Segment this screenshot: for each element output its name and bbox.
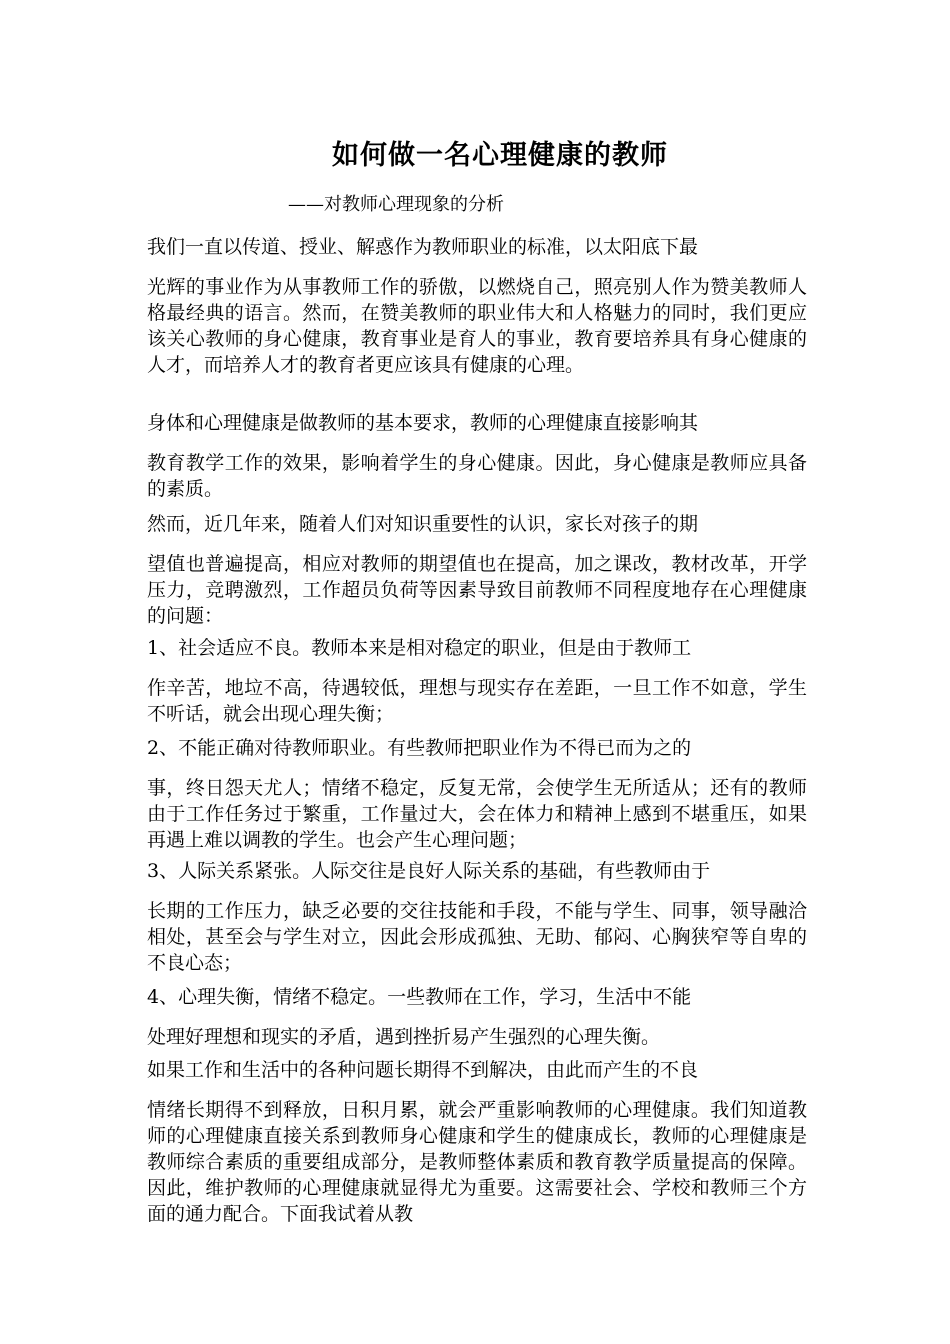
paragraph-body: 长期的工作压力，缺乏必要的交往技能和手段，不能与学生、同事，领导融洽相处，甚至会与学生对立，因此会形成孤独、无助、郁闷、心胸狭窄等自卑的不良心态； (147, 900, 807, 974)
paragraph-recent-years (147, 511, 807, 629)
paragraph-first-line: 4、心理失衡，情绪不稳定。一些教师在工作，学习，生活中不能 (147, 986, 692, 1008)
paragraph-body: 处理好理想和现实的矛盾，遇到挫折易产生强烈的心理失衡。 (147, 1026, 661, 1048)
paragraph-first-line: 如果工作和生活中的各种问题长期得不到解决，由此而产生的不良 (147, 1059, 699, 1081)
paragraph-body: 情绪长期得不到释放，日积月累，就会严重影响教师的心理健康。我们知道教师的心理健康直接关系到教师身心健康和学生的健康成长，教师的心理健康是教师综合素质的重要组成部分，是教师整体素质和教育教学质量提高的保障。因此，维护教师的心理健康就显得尤为重要。这需要社会、学校和教师三个方面的通力配合。下面我试着从教 (147, 1099, 807, 1225)
paragraph-first-line: 3、人际关系紧张。人际交往是良好人际关系的基础，有些教师由于 (147, 860, 711, 882)
paragraph-body: 望值也普遍提高，相应对教师的期望值也在提高，加之课改，教材改革，开学压力，竞聘激烈，工作超员负荷等因素导致目前教师不同程度地存在心理健康的问题： (147, 553, 807, 627)
paragraph-health-requirement (147, 410, 807, 502)
paragraph-item-4 (147, 984, 807, 1050)
paragraph-item-1 (147, 635, 807, 727)
paragraph-body: 教育教学工作的效果，影响着学生的身心健康。因此，身心健康是教师应具备的素质。 (147, 452, 807, 500)
paragraph-first-line: 然而，近几年来，随着人们对知识重要性的认识，家长对孩子的期 (147, 513, 699, 535)
paragraph-body: 光辉的事业作为从事教师工作的骄傲，以燃烧自己，照亮别人作为赞美教师人格最经典的语言。然而，在赞美教师的职业伟大和人格魅力的同时，我们更应该关心教师的身心健康，教育事业是育人的事业，教育要培养具有身心健康的人才，而培养人才的教育者更应该具有健康的心理。 (147, 276, 807, 376)
paragraph-first-line: 身体和心理健康是做教师的基本要求，教师的心理健康直接影响其 (147, 412, 699, 434)
paragraph-intro (147, 234, 807, 378)
document-title: 如何做一名心理健康的教师 (332, 140, 668, 171)
paragraph-first-line: 2、不能正确对待教师职业。有些教师把职业作为不得已而为之的 (147, 737, 692, 759)
paragraph-item-3 (147, 858, 807, 976)
paragraph-first-line: 我们一直以传道、授业、解惑作为教师职业的标准，以太阳底下最 (147, 236, 699, 258)
paragraph-body: 作辛苦，地垃不高，待遇较低，理想与现实存在差距，一旦工作不如意，学生不听话，就会出现心理失衡； (147, 677, 807, 725)
paragraph-first-line: 1、社会适应不良。教师本来是相对稳定的职业，但是由于教师工 (147, 637, 692, 659)
document-subtitle: ——对教师心理现象的分析 (288, 194, 504, 215)
paragraph-body: 事，终日怨天尤人；情绪不稳定，反复无常，会使学生无所适从；还有的教师由于工作任务过于繁重，工作量过大，会在体力和精神上感到不堪重压，如果再遇上难以调教的学生。也会产生心理问题； (147, 777, 807, 851)
paragraph-item-2 (147, 735, 807, 853)
paragraph-conclusion (147, 1057, 807, 1227)
